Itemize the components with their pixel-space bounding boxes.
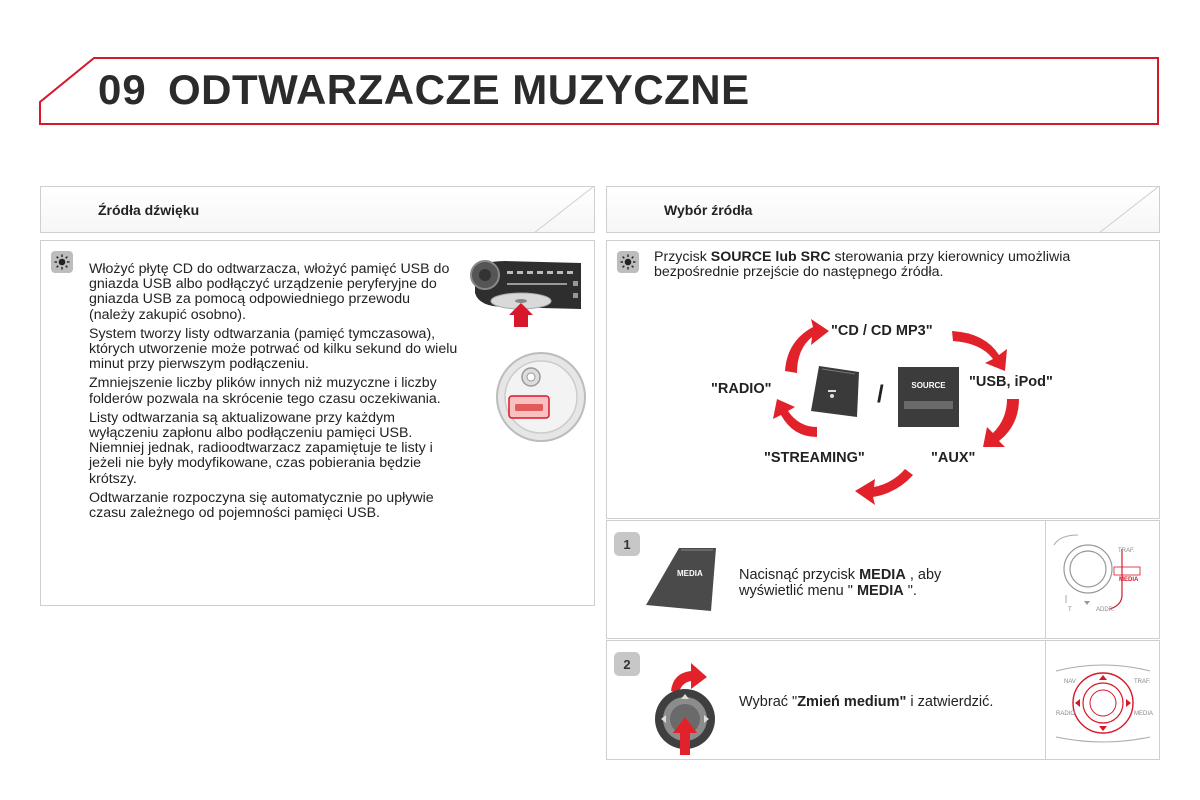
panel-label-radio: RADIO: [1056, 711, 1076, 717]
paragraph: Odtwarzanie rozpoczyna się automatycznie po upływie czasu zależnego od pojemności pamięci USB.: [89, 489, 434, 522]
left-panel-content: [40, 240, 595, 606]
header-diagonal: [514, 187, 594, 234]
source-label-radio: "RADIO": [711, 381, 772, 397]
paragraph: Zmniejszenie liczby plików innych niż muzyczne i liczby folderów pozwala na skrócenie tego czasu oczekiwania.: [89, 375, 441, 407]
control-panel-drawing: [1046, 641, 1161, 760]
step-1-text-bold: MEDIA: [856, 583, 904, 599]
header-diagonal: [1079, 187, 1159, 234]
step-2-panel-illustration: [1045, 641, 1161, 760]
left-panel-header: [40, 186, 595, 233]
panel-label-t: T: [1068, 607, 1072, 613]
tip-icon: [51, 251, 73, 273]
step-1-box: [606, 520, 1160, 639]
step-2-text-bold: Zmień medium": [797, 694, 907, 710]
panel-label-media: MEDIA: [1119, 577, 1139, 583]
source-button-label: SOURCE: [911, 381, 946, 390]
left-panel-text: [89, 262, 459, 521]
panel-label-addr: ADDR.: [1096, 607, 1115, 613]
step-2-box: [606, 640, 1160, 760]
step-1-panel-illustration: [1045, 521, 1161, 639]
paragraph: Włożyć płytę CD do odtwarzacza, włożyć pamięć USB do gniazda USB albo podłączyć urządzenie peryferyjne do gniazda USB za pomocą odpowiedniego przewodu (należy zakupić osobno).: [89, 261, 450, 323]
step-2-text-part: i zatwierdzić.: [906, 694, 994, 710]
cd-player-illustration: [465, 253, 589, 343]
usb-port-illustration: [489, 349, 593, 445]
right-panel-title: Wybór źródła: [664, 202, 753, 218]
step-1-text: [739, 567, 989, 599]
source-label-aux: "AUX": [931, 450, 976, 466]
media-button-label: MEDIA: [677, 569, 703, 578]
step-1-badge: 1: [614, 532, 640, 556]
step-2-text: [739, 694, 1039, 710]
panel-label-traf: TRAF.: [1134, 679, 1151, 685]
source-tip-prefix: Przycisk: [654, 249, 711, 265]
control-panel-drawing: [1046, 521, 1161, 639]
panel-label-nav: NAV: [1064, 679, 1076, 685]
rotary-knob-illustration: [651, 651, 721, 761]
step-1-text-part: ".: [903, 583, 917, 599]
step-2-badge: 2: [614, 652, 640, 676]
source-separator: /: [877, 381, 884, 408]
source-tip-suffix: sterowania przy kierownicy umożliwia bezpośrednie przejście do następnego źródła.: [654, 249, 1071, 281]
panel-label-media: MEDIA: [1134, 711, 1154, 717]
paragraph: System tworzy listy odtwarzania (pamięć tymczasowa), których utworzenie może potrwać od kilku sekund do wielu minut przy pierwszym podłączeniu.: [89, 325, 458, 373]
source-tip-bold: SOURCE lub SRC: [710, 249, 831, 265]
chapter-title: ODTWARZACZE MUZYCZNE: [168, 66, 750, 113]
chapter-number: 09: [98, 66, 147, 113]
step-1-text-part: Nacisnąć przycisk: [739, 567, 860, 583]
source-selection-box: [606, 240, 1160, 519]
source-label-streaming: "STREAMING": [764, 450, 865, 466]
step-1-text-bold: MEDIA: [859, 567, 906, 583]
paragraph: Listy odtwarzania są aktualizowane przy każdym wyłączeniu zapłonu albo podłączeniu pamięci USB. Niemniej jednak, radioodtwarzacz zapamiętuje te listy i jeżeli nie były modyfikowane, czas pobierania będzie krótszy.: [89, 409, 433, 487]
source-cycle-arrows: [607, 241, 1161, 520]
left-panel-title: Źródła dźwięku: [98, 202, 200, 218]
panel-label-traf: TRAF.: [1118, 548, 1135, 554]
source-label-cd: "CD / CD MP3": [831, 323, 933, 339]
right-panel-header: [606, 186, 1160, 233]
media-button-illustration: [645, 547, 725, 611]
source-label-usb: "USB, iPod": [969, 374, 1053, 390]
step-2-text-part: Wybrać ": [739, 694, 798, 710]
step-1-text-part: , aby wyświetlić menu ": [739, 567, 942, 599]
